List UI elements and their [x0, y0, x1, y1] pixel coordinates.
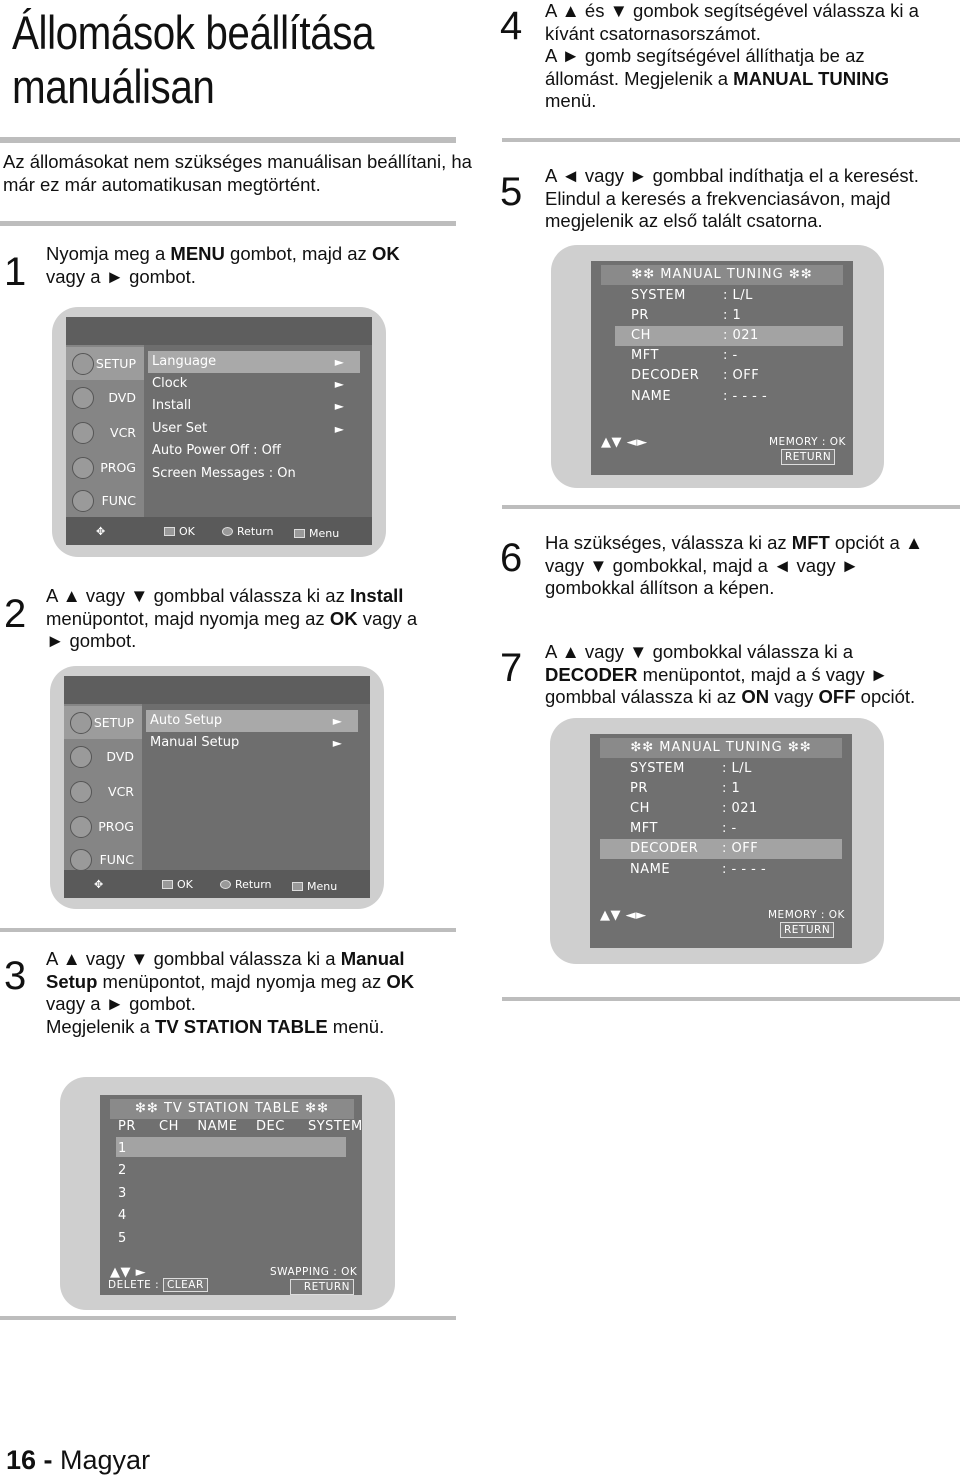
dvd-icon: [70, 746, 92, 768]
dvd-icon: [72, 387, 94, 409]
func-icon: [70, 849, 92, 871]
enter-icon: [164, 527, 175, 536]
step-1-text: Nyomja meg a MENU gombot, majd az OK vagy a ► gombot.: [46, 243, 400, 287]
tuning-label-mft: MFT: [630, 821, 658, 836]
menu-item-auto-power-off[interactable]: Auto Power Off : Off: [152, 443, 281, 458]
prog-icon: [70, 816, 92, 838]
setup-menu-screen: [66, 317, 372, 545]
step-7-text: A ▲ vagy ▼ gombokkal válassza ki a DECODER menüpontot, majd a ś vagy ► gombbal válassza ki az ON vagy OFF opciót.: [545, 641, 916, 707]
menu-icon: [292, 882, 303, 891]
tuning-value-system[interactable]: : L/L: [723, 288, 753, 303]
step-3-text: A ▲ vagy ▼ gombbal válassza ki a Manual Setup menüpontot, majd nyomja meg az OK vagy a ► gombot. Megjelenik a TV STATION TABLE menü.: [46, 948, 415, 1037]
step-number: 6: [500, 536, 523, 580]
move-icon: ✥: [96, 525, 106, 538]
table-row[interactable]: 2: [118, 1163, 127, 1178]
menu-item-clock[interactable]: Clock ►: [152, 376, 344, 391]
menu-bottom-bar: [64, 870, 370, 898]
tuning-value-ch[interactable]: : 021: [722, 801, 758, 816]
menu-top-bar: [64, 676, 370, 704]
sidebar-item-dvd[interactable]: DVD: [66, 381, 144, 414]
menu-item-install[interactable]: Install ►: [152, 398, 344, 413]
station-table-screen: [100, 1095, 362, 1295]
table-row[interactable]: 1: [118, 1141, 127, 1156]
step-number: 7: [500, 646, 523, 690]
sidebar-item-prog[interactable]: PROG: [66, 451, 144, 484]
menu-item-auto-setup[interactable]: Auto Setup ►: [146, 710, 358, 732]
memory-hint: MEMORY : OK: [768, 909, 845, 921]
divider: [502, 997, 960, 1001]
table-row[interactable]: 5: [118, 1231, 127, 1246]
menu-hint: Menu: [292, 880, 337, 893]
nav-arrows: ▲▼ ◄►: [600, 908, 647, 923]
nav-arrows: ▲▼ ◄►: [601, 435, 648, 450]
tuning-value-name[interactable]: : - - - -: [723, 389, 768, 404]
table-row[interactable]: 4: [118, 1208, 127, 1223]
step-number: 5: [500, 170, 523, 214]
tv-frame: [550, 718, 884, 964]
divider: [0, 1316, 456, 1320]
menu-item-user-set[interactable]: User Set ►: [152, 421, 344, 436]
step-2-text: A ▲ vagy ▼ gombbal válassza ki az Install menüpontot, majd nyomja meg az OK vagy a ► gombot.: [46, 585, 418, 651]
tuning-value-mft[interactable]: : -: [723, 348, 738, 363]
tuning-value-ch[interactable]: : 021: [723, 328, 759, 343]
enter-icon: [162, 880, 173, 889]
title-line-1: Állomások beállítása: [12, 6, 375, 59]
return-hint: Return: [220, 878, 272, 891]
intro-text: Az állomásokat nem szükséges manuálisan beállítani, ha már ez már automatikusan megtörtént.: [3, 151, 472, 195]
sidebar-item-func[interactable]: FUNC: [66, 484, 144, 517]
menu-item-manual-setup[interactable]: Manual Setup ►: [150, 735, 342, 750]
sidebar-item-vcr[interactable]: VCR: [64, 775, 142, 808]
return-hint: RETURN: [780, 922, 834, 938]
tuning-label-name: NAME: [631, 389, 672, 404]
return-icon: [220, 880, 231, 889]
page-title: [12, 6, 374, 114]
divider: [0, 137, 456, 143]
divider: [0, 928, 456, 932]
manual-tuning-header: ❇❇ MANUAL TUNING ❇❇: [601, 265, 843, 285]
menu-bottom-bar: [66, 517, 372, 545]
divider: [502, 138, 960, 142]
tv-frame: [60, 1077, 395, 1310]
tuning-value-name[interactable]: : - - - -: [722, 862, 767, 877]
ok-hint: OK: [164, 525, 195, 538]
step-5-text: A ◄ vagy ► gombbal indíthatja el a keresést. Elindul a keresés a frekvenciasávon, majd megjelenik az első talált csatorna.: [545, 165, 919, 231]
func-icon: [72, 490, 94, 512]
tuning-value-pr[interactable]: : 1: [722, 781, 741, 796]
ok-hint: OK: [162, 878, 193, 891]
vcr-icon: [72, 422, 94, 444]
step-6-text: Ha szükséges, válassza ki az MFT opciót a ▲ vagy ▼ gombokkal, majd a ◄ vagy ► gombokkal állítson a képen.: [545, 532, 924, 598]
install-menu-screen: [64, 676, 370, 898]
move-icon: ✥: [94, 878, 104, 891]
vcr-icon: [70, 781, 92, 803]
tuning-label-system: SYSTEM: [630, 761, 685, 776]
tv-frame: [50, 666, 384, 909]
divider: [502, 505, 960, 509]
menu-hint: Menu: [294, 527, 339, 540]
title-line-2: manuálisan: [12, 60, 215, 113]
tv-frame: [52, 307, 386, 557]
station-table-columns: PR CH NAME DEC SYSTEM: [118, 1119, 363, 1134]
divider: [0, 221, 456, 226]
tuning-value-pr[interactable]: : 1: [723, 308, 742, 323]
tuning-label-system: SYSTEM: [631, 288, 686, 303]
return-icon: [222, 527, 233, 536]
return-hint: RETURN: [290, 1279, 354, 1295]
tv-frame: [551, 245, 884, 488]
nav-arrows: ▲▼ ►: [110, 1265, 147, 1280]
tuning-label-name: NAME: [630, 862, 671, 877]
tuning-value-system[interactable]: : L/L: [722, 761, 752, 776]
tuning-value-decoder[interactable]: : OFF: [722, 841, 759, 856]
tuning-label-ch: CH: [630, 801, 650, 816]
tuning-label-decoder: DECODER: [631, 368, 700, 383]
manual-tuning-screen-decoder: [590, 734, 852, 948]
tuning-label-pr: PR: [631, 308, 649, 323]
menu-item-language[interactable]: Language ►: [148, 351, 360, 373]
step-number: 3: [4, 954, 27, 998]
sidebar-item-setup[interactable]: SETUP: [66, 347, 144, 380]
tuning-label-pr: PR: [630, 781, 648, 796]
tuning-label-ch: CH: [631, 328, 651, 343]
tuning-label-decoder: DECODER: [630, 841, 699, 856]
sidebar-item-dvd[interactable]: DVD: [64, 740, 142, 773]
sidebar-item-func[interactable]: FUNC: [64, 843, 142, 876]
step-number: 2: [4, 592, 27, 636]
sidebar-item-prog[interactable]: PROG: [64, 810, 142, 843]
gear-icon: [70, 712, 92, 734]
page-footer: 16 - Magyar: [6, 1445, 151, 1475]
return-hint: Return: [222, 525, 274, 538]
swapping-hint: SWAPPING : OK: [270, 1266, 358, 1278]
menu-icon: [294, 529, 305, 538]
delete-hint: DELETE : CLEAR: [108, 1278, 208, 1292]
station-table-header: ❇❇ TV STATION TABLE ❇❇: [110, 1099, 354, 1119]
sidebar-item-setup[interactable]: SETUP: [64, 706, 142, 739]
table-row[interactable]: 3: [118, 1186, 127, 1201]
menu-item-screen-messages[interactable]: Screen Messages : On: [152, 466, 296, 481]
selected-row-highlight: [116, 1137, 346, 1157]
tuning-value-mft[interactable]: : -: [722, 821, 737, 836]
memory-hint: MEMORY : OK: [769, 436, 846, 448]
tuning-value-decoder[interactable]: : OFF: [723, 368, 760, 383]
manual-tuning-screen: [591, 261, 853, 475]
return-hint: RETURN: [781, 449, 835, 465]
step-4-text: A ▲ és ▼ gombok segítségével válassza ki a kívánt csatornasorszámot. A ► gomb segítségével állíthatja be az állomást. Megjelenik a MANUAL TUNING menü.: [545, 0, 919, 111]
prog-icon: [72, 457, 94, 479]
manual-tuning-header: ❇❇ MANUAL TUNING ❇❇: [600, 738, 842, 758]
menu-top-bar: [66, 317, 372, 345]
tuning-label-mft: MFT: [631, 348, 659, 363]
step-number: 4: [500, 4, 523, 48]
gear-icon: [72, 353, 94, 375]
sidebar-item-vcr[interactable]: VCR: [66, 416, 144, 449]
step-number: 1: [4, 250, 27, 294]
